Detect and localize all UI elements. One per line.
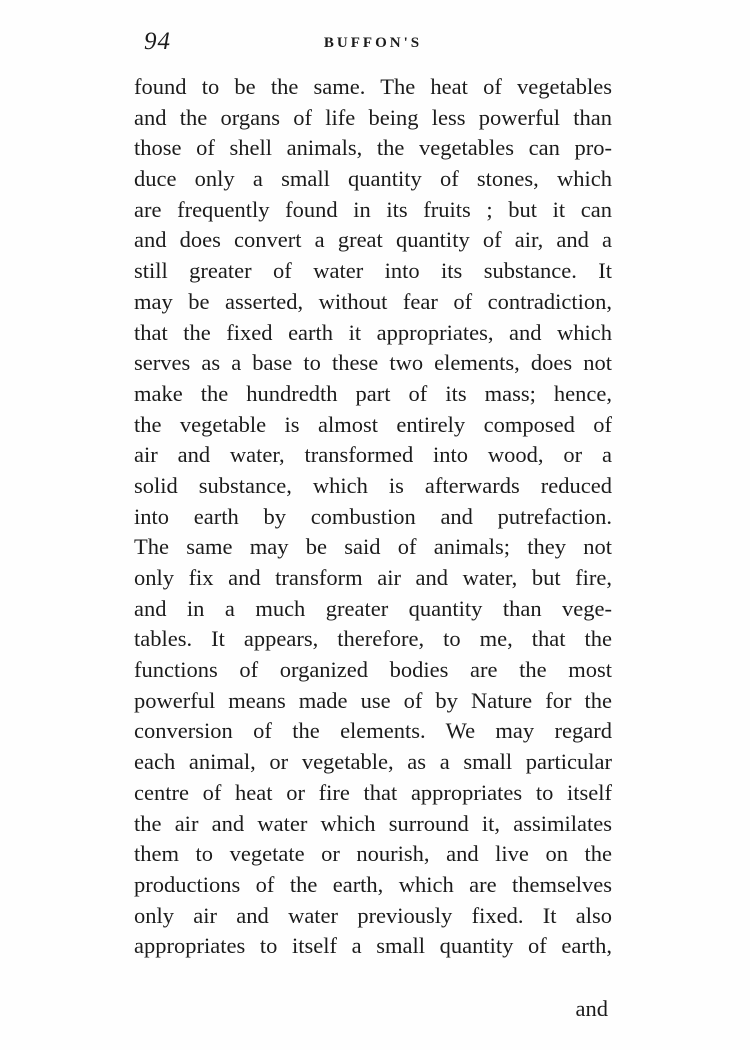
text-line: centre of heat or fire that appropriates to itself (134, 779, 612, 805)
text-line: powerful means made use of by Nature for the (134, 687, 612, 713)
text-line: and the organs of life being less powerful than (134, 104, 612, 130)
text-line: solid substance, which is afterwards reduced (134, 472, 612, 498)
page-number: 94 (144, 28, 171, 55)
text-line: them to vegetate or nourish, and live on the (134, 841, 612, 867)
text-line: that the fixed earth it appropriates, and which (134, 319, 612, 345)
text-line: found to be the same. The heat of vegetables (134, 74, 612, 99)
text-line: the vegetable is almost entirely composed of (134, 411, 612, 437)
text-line: serves as a base to these two elements, does not (134, 350, 612, 376)
text-line: only air and water previously fixed. It also (134, 902, 612, 928)
text-line: make the hundredth part of its mass; hence, (134, 380, 612, 406)
text-line: functions of organized bodies are the most (134, 657, 612, 683)
text-line: The same may be said of animals; they not (134, 534, 612, 560)
text-line: conversion of the elements. We may regard (134, 718, 612, 744)
text-line: the air and water which surround it, assimilates (134, 810, 612, 836)
text-line: those of shell animals, the vegetables can pro- (134, 135, 612, 161)
text-line: duce only a small quantity of stones, which (134, 166, 612, 192)
text-line: only fix and transform air and water, but fire, (134, 565, 612, 590)
text-line: still greater of water into its substance. It (134, 258, 612, 284)
running-head: BUFFON'S (323, 35, 423, 51)
text-line: air and water, transformed into wood, or a (134, 442, 612, 468)
body-text (134, 72, 612, 962)
text-line: appropriates to itself a small quantity of earth, (134, 933, 612, 959)
text-line: are frequently found in its fruits ; but it can (134, 196, 612, 222)
text-line: and in a much greater quantity than vege- (134, 595, 612, 621)
text-line: each animal, or vegetable, as a small particular (134, 749, 612, 775)
page-header (134, 28, 612, 68)
text-line: productions of the earth, which are themselves (134, 871, 612, 897)
text-line: may be asserted, without fear of contradiction, (134, 288, 612, 314)
catchword: and (575, 996, 608, 1021)
text-line: tables. It appears, therefore, to me, that the (134, 626, 612, 652)
text-line: into earth by combustion and putrefaction. (134, 503, 612, 529)
text-line: and does convert a great quantity of air, and a (134, 227, 612, 253)
